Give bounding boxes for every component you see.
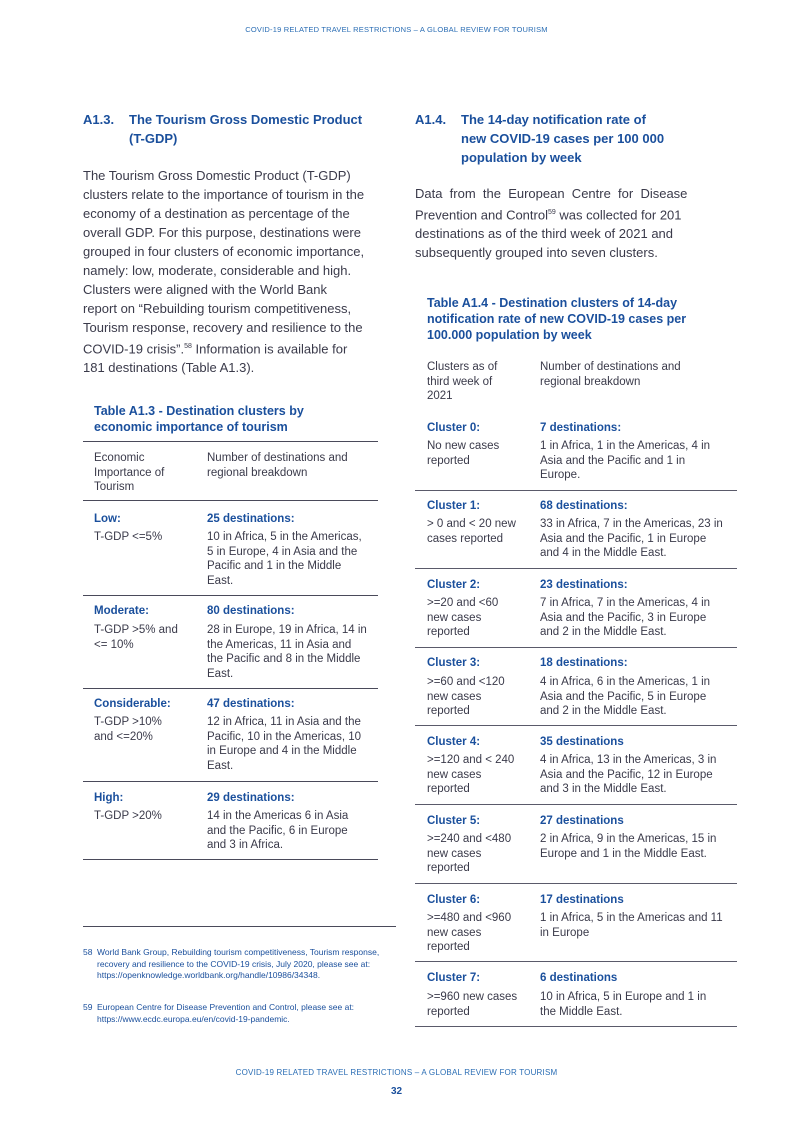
paragraph-line-with-footnote	[415, 203, 711, 224]
row-label: High:	[94, 792, 124, 804]
table-a13-caption	[94, 403, 374, 435]
row-label: Cluster 4:	[427, 736, 481, 748]
row-detail: 1 in Africa, 5 in the Americas and 11 in Europe	[540, 912, 723, 939]
running-footer: COVID-19 RELATED TRAVEL RESTRICTIONS – A GLOBAL REVIEW FOR TOURISM	[235, 1068, 558, 1077]
table-rule	[415, 490, 737, 491]
row-detail: 10 in Africa, 5 in the Americas, 5 in Europe, 4 in Asia and the Pacific and 1 in the Middle East.	[207, 531, 362, 587]
row-criterion: >=240 and <480 new cases reported	[427, 833, 512, 874]
row-detail: 4 in Africa, 13 in the Americas, 3 in Asia and the Pacific, 12 in Europe and 3 in the Middle East.	[540, 754, 717, 795]
paragraph-line: report on “Rebuilding tourism competitiveness,	[83, 301, 352, 316]
paragraph-text: Prevention and Control	[415, 207, 548, 223]
section-title-line: new COVID-19 cases per 100 000	[461, 131, 665, 146]
row-count: 6 destinations	[540, 972, 618, 984]
page-number: 32	[390, 1086, 403, 1097]
footnote-number: 58	[83, 947, 93, 957]
paragraph-line: grouped in four clusters of economic importance,	[83, 244, 365, 259]
paragraph-line: namely: low, moderate, considerable and high.	[83, 263, 352, 278]
row-label: Cluster 0:	[427, 422, 481, 434]
paragraph-line: 181 destinations (Table A1.3).	[83, 360, 255, 376]
table-rule	[415, 568, 737, 569]
row-detail: 10 in Africa, 5 in Europe and 1 in the Middle East.	[540, 991, 707, 1018]
row-criterion: T-GDP >10% and <=20%	[94, 716, 162, 743]
section-title-line: The 14-day notification rate of	[461, 112, 646, 127]
caption-line: economic importance of tourism	[94, 420, 288, 434]
table-rule	[83, 595, 378, 596]
footnote-separator	[83, 926, 396, 927]
table-rule	[415, 1026, 737, 1027]
paragraph-line: overall GDP. For this purpose, destinations were	[83, 225, 361, 240]
paragraph-line: subsequently grouped into seven clusters.	[415, 245, 658, 261]
right-section-heading	[415, 110, 715, 167]
caption-line: 100.000 population by week	[427, 328, 592, 342]
row-criterion: >=960 new cases reported	[427, 991, 518, 1018]
row-criterion: No new cases reported	[427, 440, 500, 467]
table-rule	[415, 883, 737, 884]
paragraph-text: Information is available for	[191, 341, 348, 357]
row-count: 23 destinations:	[540, 579, 628, 591]
section-title-line: The Tourism Gross Domestic Product	[129, 112, 363, 127]
table-rule	[415, 961, 737, 962]
row-count: 29 destinations:	[207, 792, 295, 804]
table-rule	[83, 688, 378, 689]
paragraph-line: Tourism response, recovery and resilience to the	[83, 320, 363, 335]
row-count: 47 destinations:	[207, 698, 295, 710]
row-label: Low:	[94, 513, 121, 525]
row-detail: 12 in Africa, 11 in Asia and the Pacific, 10 in the Americas, 10 in Europe and 4 in the Middle East.	[207, 716, 362, 772]
table-a14-header-col2: Number of destinations and regional breakdown	[540, 361, 681, 388]
footnote-text: European Centre for Disease Prevention and Control, please see at: https://www.ecdc.europa.eu/en/covid-19-pandemic.	[97, 1002, 355, 1024]
table-a13-header-col1: Economic Importance of Tourism	[94, 452, 165, 493]
table-rule	[83, 500, 378, 501]
table-rule	[83, 859, 378, 860]
section-title-line: population by week	[461, 150, 582, 165]
paragraph-line: Data from the European Centre for Disease	[415, 186, 688, 201]
row-criterion: >=480 and <960 new cases reported	[427, 912, 512, 953]
row-criterion: >=120 and < 240 new cases reported	[427, 754, 515, 795]
table-a14-header-col1: Clusters as of third week of 2021	[427, 361, 498, 402]
row-detail: 33 in Africa, 7 in the Americas, 23 in Asia and the Pacific, 1 in Europe and 4 in the Middle East.	[540, 518, 723, 559]
table-a13-header-col2: Number of destinations and regional breakdown	[207, 452, 348, 479]
row-label: Cluster 2:	[427, 579, 481, 591]
paragraph-line: economy of a destination as percentage of the	[83, 206, 350, 221]
section-number: A1.4.	[415, 112, 447, 127]
row-label: Moderate:	[94, 605, 149, 617]
row-label: Cluster 6:	[427, 894, 481, 906]
row-criterion: T-GDP >5% and <= 10%	[94, 624, 178, 651]
row-criterion: T-GDP >20%	[94, 810, 162, 822]
row-count: 18 destinations:	[540, 657, 628, 669]
running-header: COVID-19 RELATED TRAVEL RESTRICTIONS – A GLOBAL REVIEW FOR TOURISM	[245, 25, 548, 34]
section-number: A1.3.	[83, 112, 115, 127]
table-rule	[83, 781, 378, 782]
row-detail: 2 in Africa, 9 in the Americas, 15 in Europe and 1 in the Middle East.	[540, 833, 717, 860]
row-label: Cluster 5:	[427, 815, 481, 827]
paragraph-line: clusters relate to the importance of tourism in the	[83, 187, 365, 202]
footnote	[83, 1002, 388, 1025]
section-title-line: (T-GDP)	[129, 131, 178, 146]
row-detail: 14 in the Americas 6 in Asia and the Pacific, 6 in Europe and 3 in Africa.	[207, 810, 349, 851]
paragraph-line: The Tourism Gross Domestic Product (T-GDP)	[83, 168, 351, 183]
table-a14-caption	[427, 295, 727, 343]
footnote-number: 59	[83, 1002, 93, 1012]
paragraph-line: Clusters were aligned with the World Bank	[83, 282, 327, 297]
footnote	[83, 947, 388, 982]
left-paragraph	[83, 166, 378, 377]
row-label: Cluster 3:	[427, 657, 481, 669]
footnote-ref: 58	[184, 343, 192, 350]
row-criterion: T-GDP <=5%	[94, 531, 163, 543]
paragraph-text: COVID-19 crisis”.	[83, 341, 185, 357]
right-paragraph	[415, 184, 711, 262]
table-rule	[415, 804, 737, 805]
caption-line: Table A1.3 - Destination clusters by	[94, 404, 304, 418]
row-criterion: >=20 and <60 new cases reported	[427, 597, 499, 638]
row-label: Cluster 1:	[427, 500, 481, 512]
left-section-heading	[83, 110, 378, 148]
row-label: Cluster 7:	[427, 972, 481, 984]
row-detail: 28 in Europe, 19 in Africa, 14 in the Americas, 11 in Asia and the Pacific and 8 in the Middle East.	[207, 624, 367, 680]
row-count: 27 destinations	[540, 815, 624, 827]
row-count: 80 destinations:	[207, 605, 295, 617]
table-rule	[415, 647, 737, 648]
caption-line: Table A1.4 - Destination clusters of 14-day	[427, 296, 678, 310]
row-criterion: >=60 and <120 new cases reported	[427, 676, 505, 717]
row-count: 35 destinations	[540, 736, 624, 748]
footnote-text: World Bank Group, Rebuilding tourism competitiveness, Tourism response, recovery and resilience to the COVID-19 crisis, July 2020, please see at: https://openknowledge.worldbank.org/handle/10986/34348.	[97, 947, 380, 980]
row-label: Considerable:	[94, 698, 171, 710]
paragraph-line-with-footnote	[83, 337, 378, 358]
paragraph-text: was collected for 201	[555, 207, 682, 223]
row-count: 68 destinations:	[540, 500, 628, 512]
footnote-ref: 59	[547, 209, 556, 216]
row-count: 17 destinations	[540, 894, 624, 906]
table-rule	[83, 441, 378, 442]
paragraph-line: destinations as of the third week of 2021 and	[415, 226, 674, 242]
row-detail: 7 in Africa, 7 in the Americas, 4 in Asia and the Pacific, 3 in Europe and 2 in the Middle East.	[540, 597, 711, 638]
table-rule	[415, 725, 737, 726]
row-count: 25 destinations:	[207, 513, 295, 525]
caption-line: notification rate of new COVID-19 cases per	[427, 312, 687, 326]
row-detail: 1 in Africa, 1 in the Americas, 4 in Asia and the Pacific and 1 in Europe.	[540, 440, 711, 481]
row-criterion: > 0 and < 20 new cases reported	[427, 518, 516, 545]
row-count: 7 destinations:	[540, 422, 622, 434]
row-detail: 4 in Africa, 6 in the Americas, 1 in Asia and the Pacific, 5 in Europe and 2 in the Middle East.	[540, 676, 711, 717]
